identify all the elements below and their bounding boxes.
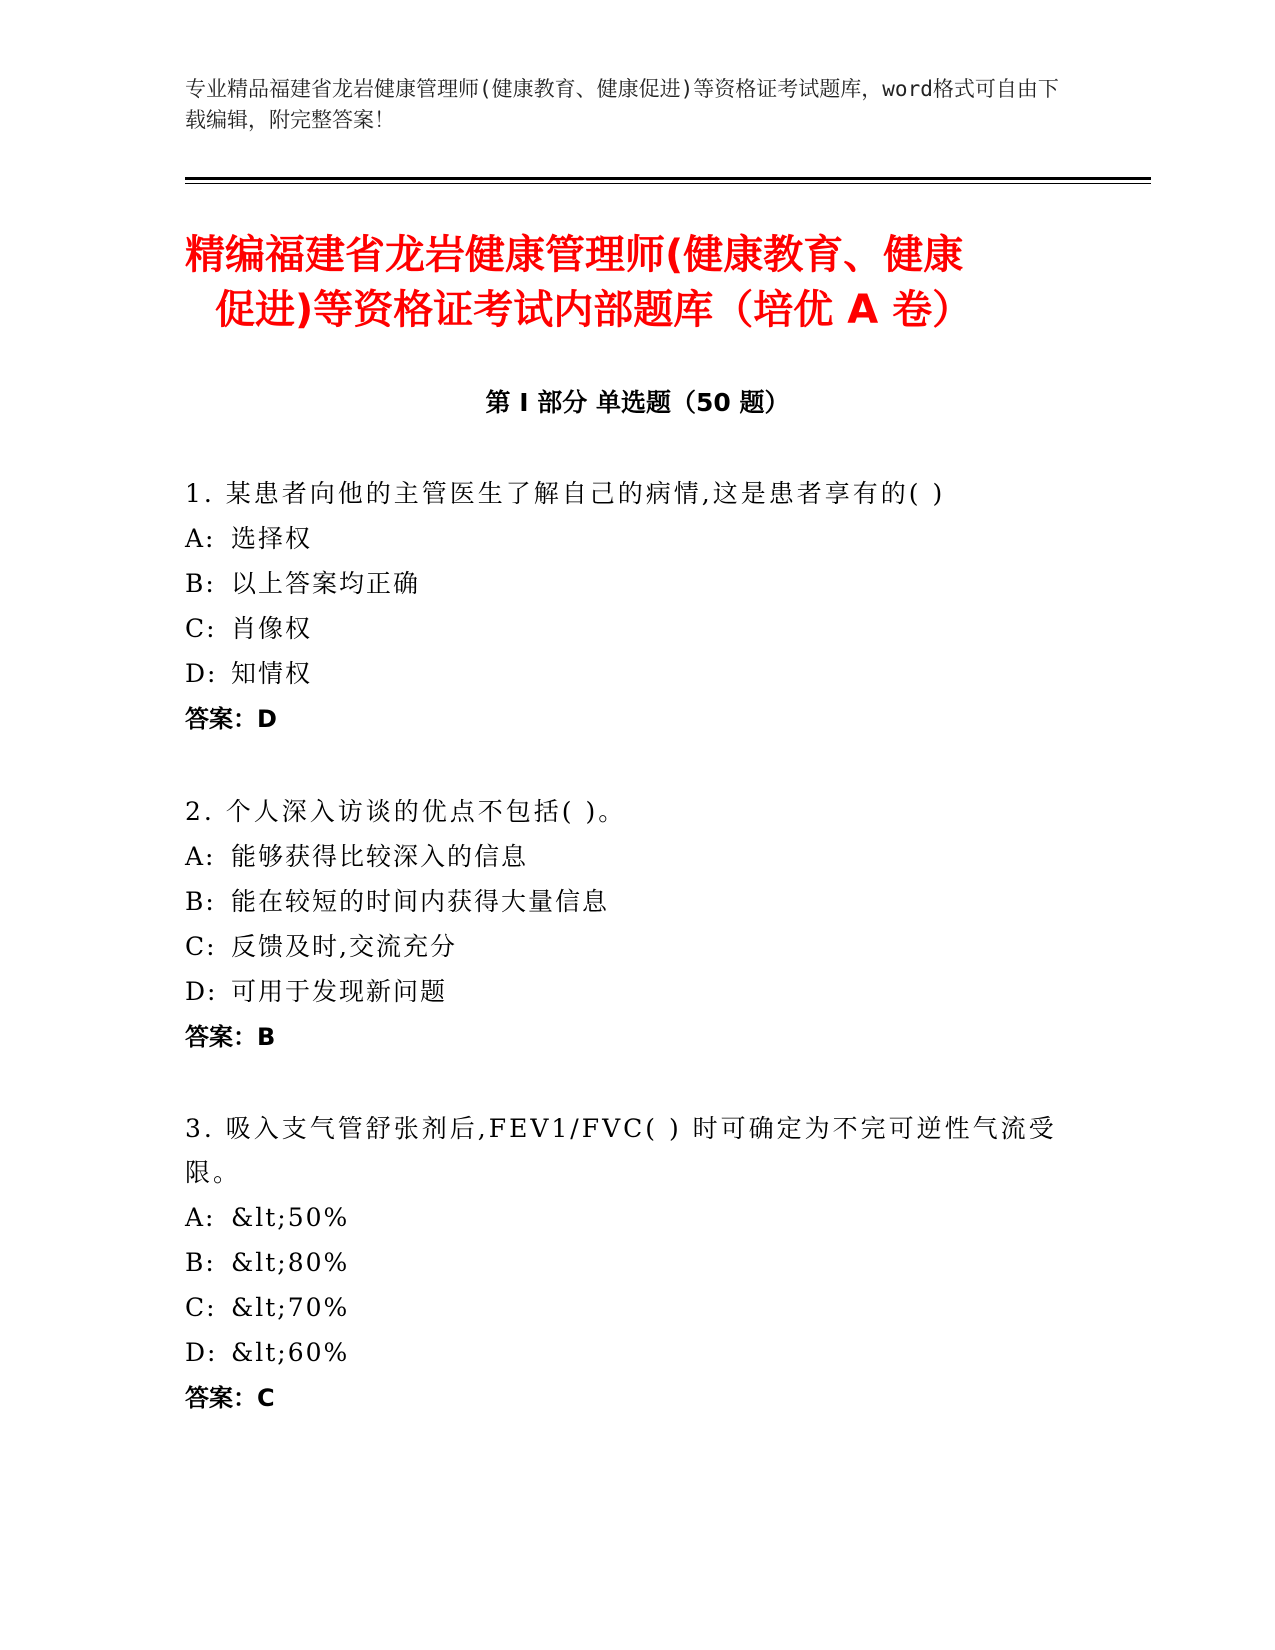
option-text: 能在较短的时间内获得大量信息 xyxy=(231,887,610,916)
question-stem: 2. 个人深入访谈的优点不包括( )。 xyxy=(185,797,627,826)
option-text: 能够获得比较深入的信息 xyxy=(231,842,529,871)
option-d xyxy=(185,1330,1085,1375)
option-text: 肖像权 xyxy=(231,614,313,643)
title-line-2: 促进)等资格证考试内部题库（培优 A 卷） xyxy=(215,287,973,333)
option-key: C: xyxy=(185,932,217,961)
option-key: D: xyxy=(185,977,218,1006)
option-b xyxy=(185,879,1085,924)
option-key: B: xyxy=(185,887,216,916)
option-key: C: xyxy=(185,1293,217,1322)
question-2 xyxy=(185,790,1085,1060)
option-b xyxy=(185,561,1085,606)
option-b xyxy=(185,1240,1085,1285)
document-title xyxy=(185,228,1085,338)
option-text: &lt;60% xyxy=(231,1338,350,1367)
option-key: B: xyxy=(185,569,216,598)
option-key: D: xyxy=(185,1338,218,1367)
option-text: 以上答案均正确 xyxy=(231,569,421,598)
question-3 xyxy=(185,1107,1085,1421)
option-text: &lt;50% xyxy=(231,1203,350,1232)
option-text: &lt;80% xyxy=(231,1248,350,1277)
question-stem: 1. 某患者向他的主管医生了解自己的病情,这是患者享有的( ) xyxy=(185,479,946,508)
option-c xyxy=(185,1285,1085,1330)
option-text: 选择权 xyxy=(231,524,313,553)
question-1 xyxy=(185,472,1085,742)
option-d xyxy=(185,651,1085,696)
question-stem: 3. 吸入支气管舒张剂后,FEV1/FVC( ) 时可确定为不完可逆性气流受限。 xyxy=(185,1114,1057,1187)
answer: 答案：D xyxy=(185,705,277,733)
option-d xyxy=(185,969,1085,1014)
option-key: A: xyxy=(185,842,216,871)
option-key: A: xyxy=(185,524,216,553)
answer: 答案：B xyxy=(185,1023,276,1051)
option-key: A: xyxy=(185,1203,216,1232)
section-title: 第 I 部分 单选题（50 题） xyxy=(485,388,790,417)
option-key: D: xyxy=(185,659,218,688)
option-a xyxy=(185,834,1085,879)
option-key: C: xyxy=(185,614,217,643)
option-a xyxy=(185,516,1085,561)
header-rule-thick xyxy=(185,177,1151,180)
option-c xyxy=(185,924,1085,969)
option-text: 反馈及时,交流充分 xyxy=(231,932,457,961)
header-rule-thin xyxy=(185,183,1151,184)
option-c xyxy=(185,606,1085,651)
option-text: 知情权 xyxy=(231,659,313,688)
option-key: B: xyxy=(185,1248,216,1277)
option-text: 可用于发现新问题 xyxy=(231,977,448,1006)
header-note: 专业精品福建省龙岩健康管理师(健康教育、健康促进)等资格证考试题库，word格式可自由下载编辑，附完整答案！ xyxy=(185,77,1059,132)
option-text: &lt;70% xyxy=(231,1293,350,1322)
option-a xyxy=(185,1195,1085,1240)
answer: 答案：C xyxy=(185,1384,275,1412)
title-line-1: 精编福建省龙岩健康管理师(健康教育、健康 xyxy=(185,232,964,278)
